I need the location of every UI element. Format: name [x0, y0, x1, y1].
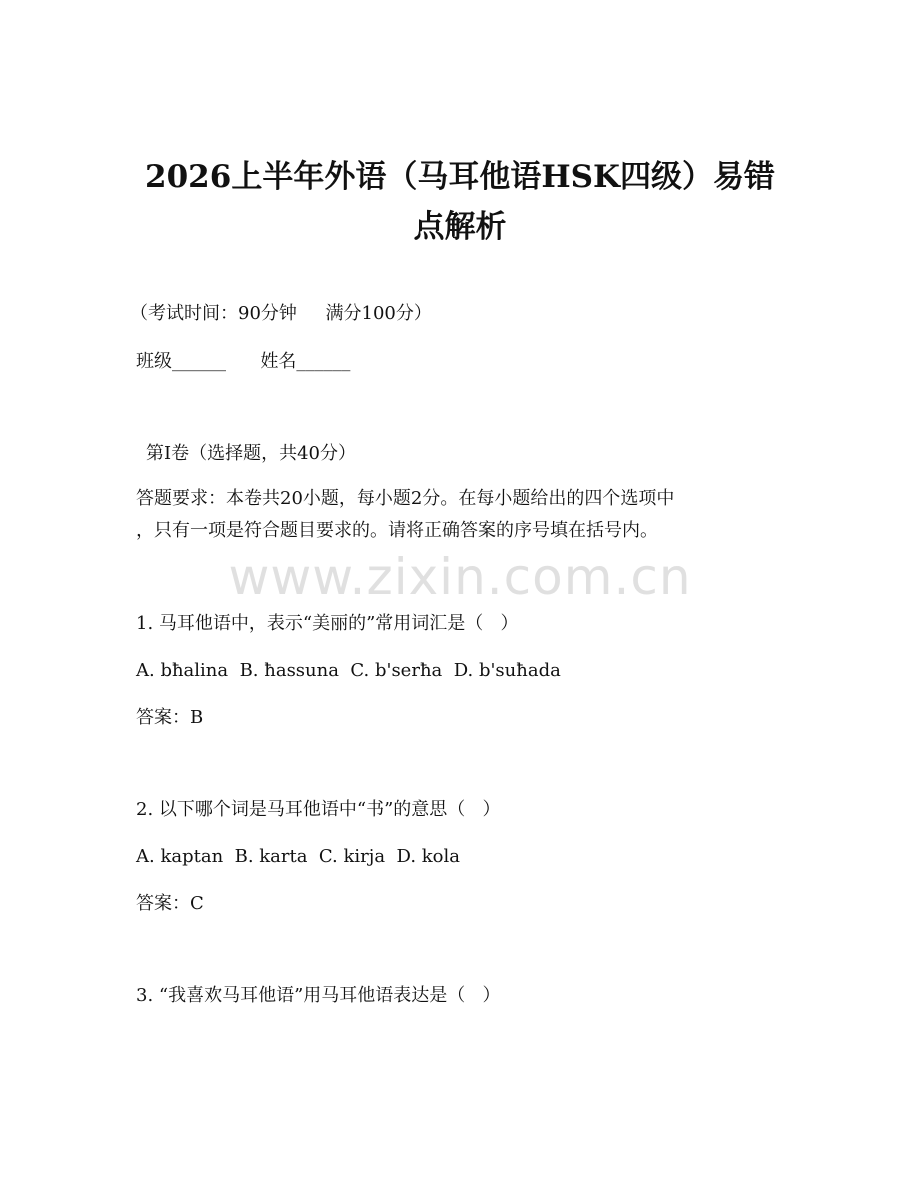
instructions-line-1: 答题要求：本卷共20小题，每小题2分。在每小题给出的四个选项中: [136, 488, 675, 509]
watermark: www.zixin.com.cn: [228, 548, 692, 606]
question-1-options: A. bħalina B. ħassuna C. b'serħa D. b'suħada: [136, 660, 561, 681]
question-2-options: A. kaptan B. karta C. kirja D. kola: [136, 846, 460, 867]
title-line-2: 点解析: [413, 209, 507, 245]
exam-info: （考试时间：90分钟 满分100分）: [130, 303, 432, 324]
question-1-answer: 答案：B: [136, 707, 204, 728]
instructions-line-2: ，只有一项是符合题目要求的。请将正确答案的序号填在括号内。: [136, 520, 658, 541]
question-3-stem: 3. “我喜欢马耳他语”用马耳他语表达是（ ）: [136, 985, 501, 1006]
question-2-answer: 答案：C: [136, 893, 204, 914]
question-2-stem: 2. 以下哪个词是马耳他语中“书”的意思（ ）: [136, 799, 501, 820]
student-info-line: 班级______ 姓名______: [136, 351, 351, 372]
section-title: 第I卷（选择题，共40分）: [146, 443, 357, 464]
title-line-1: 2026上半年外语（马耳他语HSK四级）易错: [145, 159, 775, 195]
question-1-stem: 1. 马耳他语中，表示“美丽的”常用词汇是（ ）: [136, 613, 519, 634]
document-title: [100, 152, 820, 252]
